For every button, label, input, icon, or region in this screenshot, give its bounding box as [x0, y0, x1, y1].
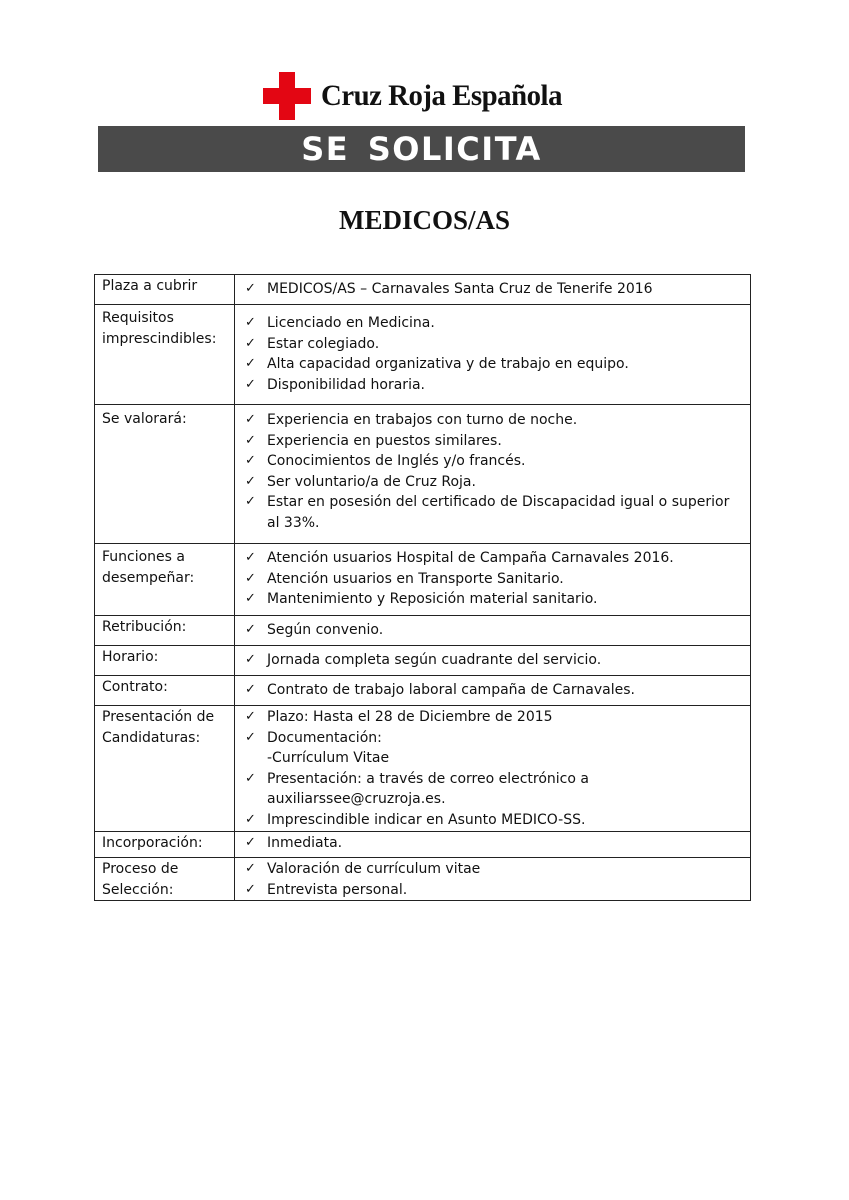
logo	[263, 70, 572, 122]
row-label: Horario:	[95, 646, 235, 676]
list-item: ✓ Atención usuarios en Transporte Sanitario.	[245, 569, 744, 590]
list-item: ✓ Inmediata.	[245, 833, 744, 854]
row-content	[235, 616, 751, 646]
row-content	[235, 405, 751, 544]
table-row	[95, 544, 751, 616]
list-item: ✓ Alta capacidad organizativa y de trabajo en equipo.	[245, 354, 744, 375]
row-content	[235, 706, 751, 832]
list-item: ✓ Ser voluntario/a de Cruz Roja.	[245, 472, 744, 493]
list-item: ✓ Mantenimiento y Reposición material sanitario.	[245, 589, 744, 610]
list-item-text: Documentación:	[267, 729, 382, 746]
list-item: ✓ Atención usuarios Hospital de Campaña Carnavales 2016.	[245, 548, 744, 569]
list-item: ✓ Licenciado en Medicina.	[245, 313, 744, 334]
job-offer-table	[94, 274, 751, 901]
list-item: ✓ Experiencia en puestos similares.	[245, 431, 744, 452]
table-row	[95, 275, 751, 305]
table-row	[95, 305, 751, 405]
list-item: ✓ MEDICOS/AS – Carnavales Santa Cruz de Tenerife 2016	[245, 279, 744, 300]
table-row	[95, 646, 751, 676]
table-row	[95, 832, 751, 858]
list-item: ✓ Plazo: Hasta el 28 de Diciembre de 2015	[245, 707, 744, 728]
table-row	[95, 616, 751, 646]
row-content	[235, 858, 751, 901]
table-row	[95, 858, 751, 901]
list-item: ✓ Valoración de currículum vitae	[245, 859, 744, 880]
row-content	[235, 275, 751, 305]
list-item	[245, 728, 744, 769]
list-item: ✓ Conocimientos de Inglés y/o francés.	[245, 451, 744, 472]
banner	[98, 126, 745, 172]
row-label: Funciones a desempeñar:	[95, 544, 235, 616]
list-item: ✓ Estar en posesión del certificado de Discapacidad igual o superior al 33%.	[245, 492, 744, 533]
row-label: Contrato:	[95, 676, 235, 706]
page-title: MEDICOS/AS	[338, 205, 511, 235]
list-subitem: -Currículum Vitae	[267, 750, 390, 766]
row-label: Proceso de Selección:	[95, 858, 235, 901]
list-item: ✓ Imprescindible indicar en Asunto MEDICO-SS.	[245, 810, 744, 831]
row-content	[235, 544, 751, 616]
list-item: ✓ Jornada completa según cuadrante del servicio.	[245, 650, 744, 671]
list-item: ✓ Presentación: a través de correo electrónico a auxiliarssee@cruzroja.es.	[245, 769, 744, 810]
banner-text: SE SOLICITA	[301, 130, 542, 168]
row-content	[235, 305, 751, 405]
list-item: ✓ Estar colegiado.	[245, 334, 744, 355]
list-item: ✓ Experiencia en trabajos con turno de noche.	[245, 410, 744, 431]
row-content	[235, 832, 751, 858]
row-label: Presentación de Candidaturas:	[95, 706, 235, 832]
row-label: Plaza a cubrir	[95, 275, 235, 305]
table-row	[95, 706, 751, 832]
row-label: Incorporación:	[95, 832, 235, 858]
list-item: ✓ Contrato de trabajo laboral campaña de Carnavales.	[245, 680, 744, 701]
row-label: Requisitos imprescindibles:	[95, 305, 235, 405]
row-content	[235, 676, 751, 706]
list-item: ✓ Según convenio.	[245, 620, 744, 641]
red-cross-icon	[263, 72, 311, 120]
table-row	[95, 676, 751, 706]
table-row	[95, 405, 751, 544]
list-item: ✓ Entrevista personal.	[245, 880, 744, 901]
row-content	[235, 646, 751, 676]
row-label: Se valorará:	[95, 405, 235, 544]
row-label: Retribución:	[95, 616, 235, 646]
list-item: ✓ Disponibilidad horaria.	[245, 375, 744, 396]
org-name: Cruz Roja Española	[321, 79, 562, 112]
